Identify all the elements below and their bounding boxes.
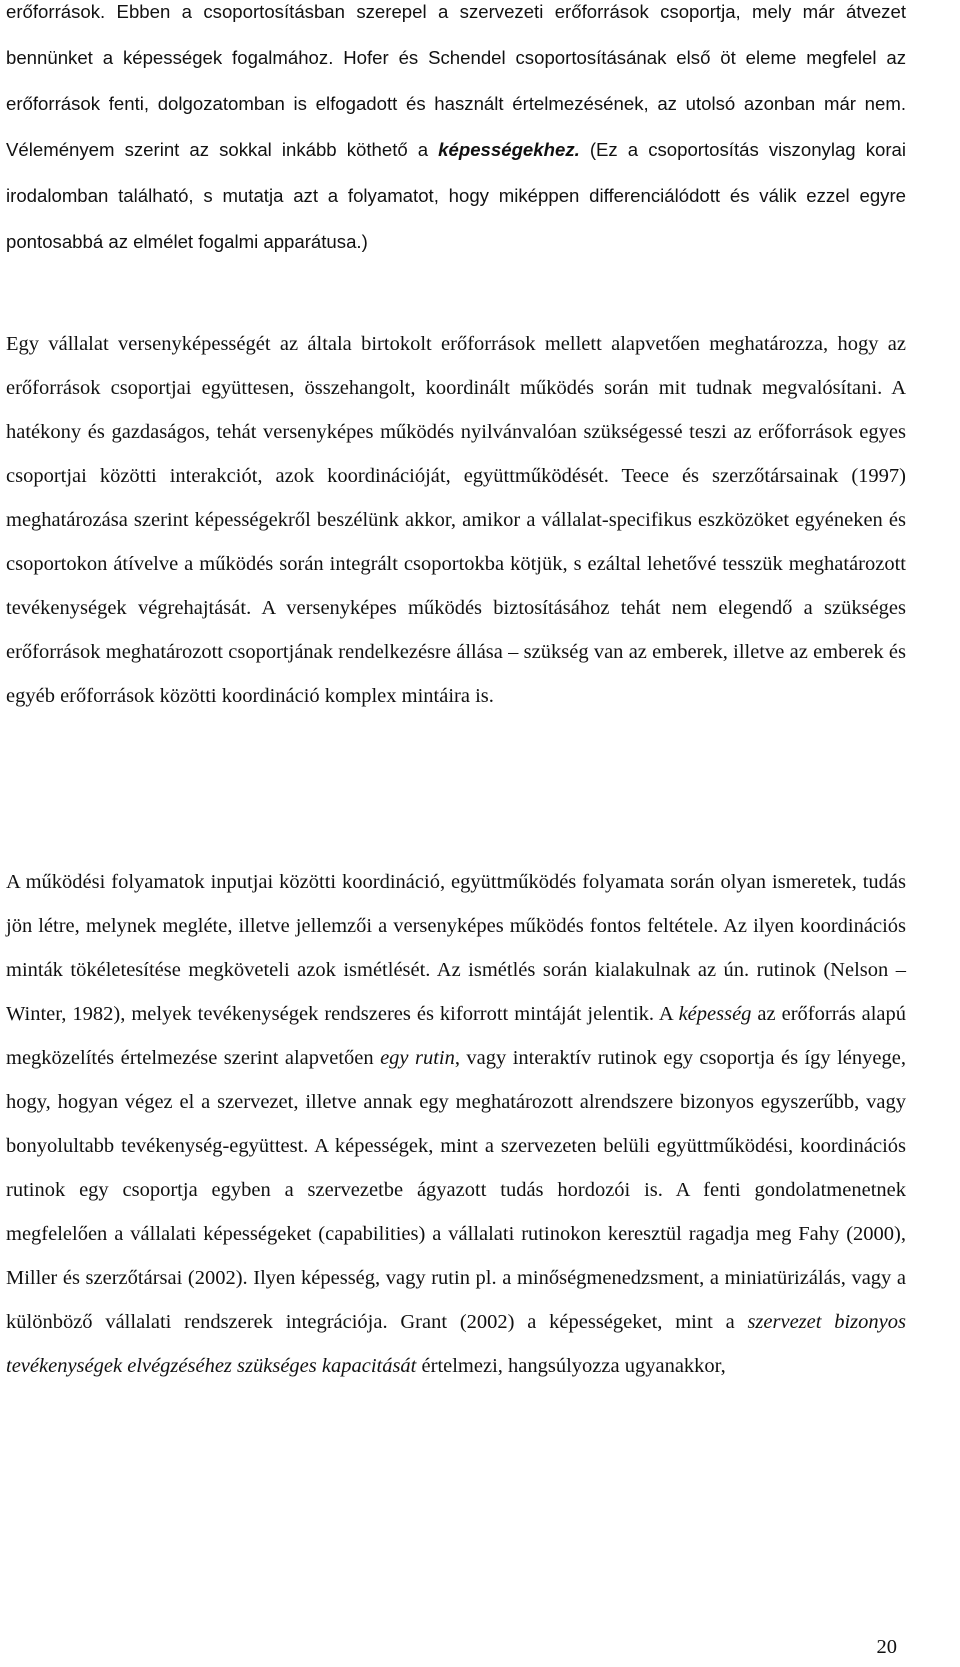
paragraph-1-text-1: erőforrások. Ebben a csoportosításban szerepel a szervezeti erőforrások csoportja, mely már átvezet bennünket a képességek fogalmához. Hofer és Schendel csoportosításának első öt eleme megfelel az erőforrások fenti, dolgozatomban is elfogadott és használt értelmezésének, az utolsó azonban már nem. Véleményem szerint az sokkal inkább köthető a	[6, 1, 906, 160]
paragraph-routines	[6, 860, 906, 1388]
paragraph-resources-classification	[6, 0, 906, 266]
paragraph-3-text-3: , vagy interaktív rutinok egy csoportja és így lényege, hogy, hogyan végez el a szervezet, illetve annak egy meghatározott alrendszere bizonyos egyszerűbb, vagy bonyolultabb tevékenység-együttest. A képességek, mint a szervezeten belüli együttműködési, koordinációs rutinok egy csoportja egyben a szervezetbe ágyazott tudás hordozói is. A fenti gondolatmenetnek megfelelően a vállalati képességeket (capabilities) a vállalati rutinokon keresztül ragadja meg Fahy (2000), Miller és szerzőtársai (2002). Ilyen képesség, vagy rutin pl. a minőségmenedzsment, a miniatürizálás, vagy a különböző vállalati rendszerek integrációja. Grant (2002) a képességeket, mint a	[6, 1047, 906, 1333]
paragraph-3-text-4: értelmezi, hangsúlyozza ugyanakkor,	[416, 1355, 726, 1377]
paragraph-competitiveness	[6, 322, 906, 718]
paragraph-3-italic-2: egy rutin	[380, 1047, 455, 1069]
paragraph-3-text-2: az erőforrás alapú megközelítés értelmezése szerint alapvetően	[6, 1003, 907, 1069]
paragraph-1-emphasis: képességekhez.	[438, 139, 580, 160]
page-number: 20	[876, 1636, 897, 1658]
paragraph-3-italic-3: szervezet bizonyos tevékenységek elvégzéséhez szükséges kapacitását	[6, 1311, 906, 1377]
paragraph-2-text: Egy vállalat versenyképességét az általa birtokolt erőforrások mellett alapvetően meghatározza, hogy az erőforrások csoportjai együttesen, összehangolt, koordinált működés során mit tudnak megvalósítani. A hatékony és gazdaságos, tehát versenyképes működés nyilvánvalóan szükségessé teszi az erőforrások egyes csoportjai közötti interakciót, azok koordinációját, együttműködését. Teece és szerzőtársainak (1997) meghatározása szerint képességekről beszélünk akkor, amikor a vállalat-specifikus eszközöket egyéneken és csoportokon átívelve a működés során integrált csoportokba kötjük, s ezáltal lehetővé tesszük meghatározott tevékenységek végrehajtását. A versenyképes működés biztosításához tehát nem elegendő a szükséges erőforrások meghatározott csoportjának rendelkezésre állása – szükség van az emberek, illetve az emberek és egyéb erőforrások közötti koordináció komplex mintáira is.	[6, 333, 906, 707]
paragraph-3-italic-1: képesség	[678, 1003, 752, 1025]
paragraph-1-text-2: (Ez a csoportosítás viszonylag korai irodalomban található, s mutatja azt a folyamatot, hogy miképpen differenciálódott és válik ezzel egyre pontosabbá az elmélet fogalmi apparátusa.)	[6, 139, 907, 252]
paragraph-3-text-1: A működési folyamatok inputjai közötti koordináció, együttműködés folyamata során olyan ismeretek, tudás jön létre, melynek megléte, illetve jellemzői a versenyképes működés fontos feltétele. Az ilyen koordinációs minták tökéletesítése megköveteli azok ismétlését. Az ismétlés során kialakulnak az ún. rutinok (Nelson – Winter, 1982), melyek tevékenységek rendszeres és kiforrott mintáját jelentik. A	[6, 871, 906, 1025]
